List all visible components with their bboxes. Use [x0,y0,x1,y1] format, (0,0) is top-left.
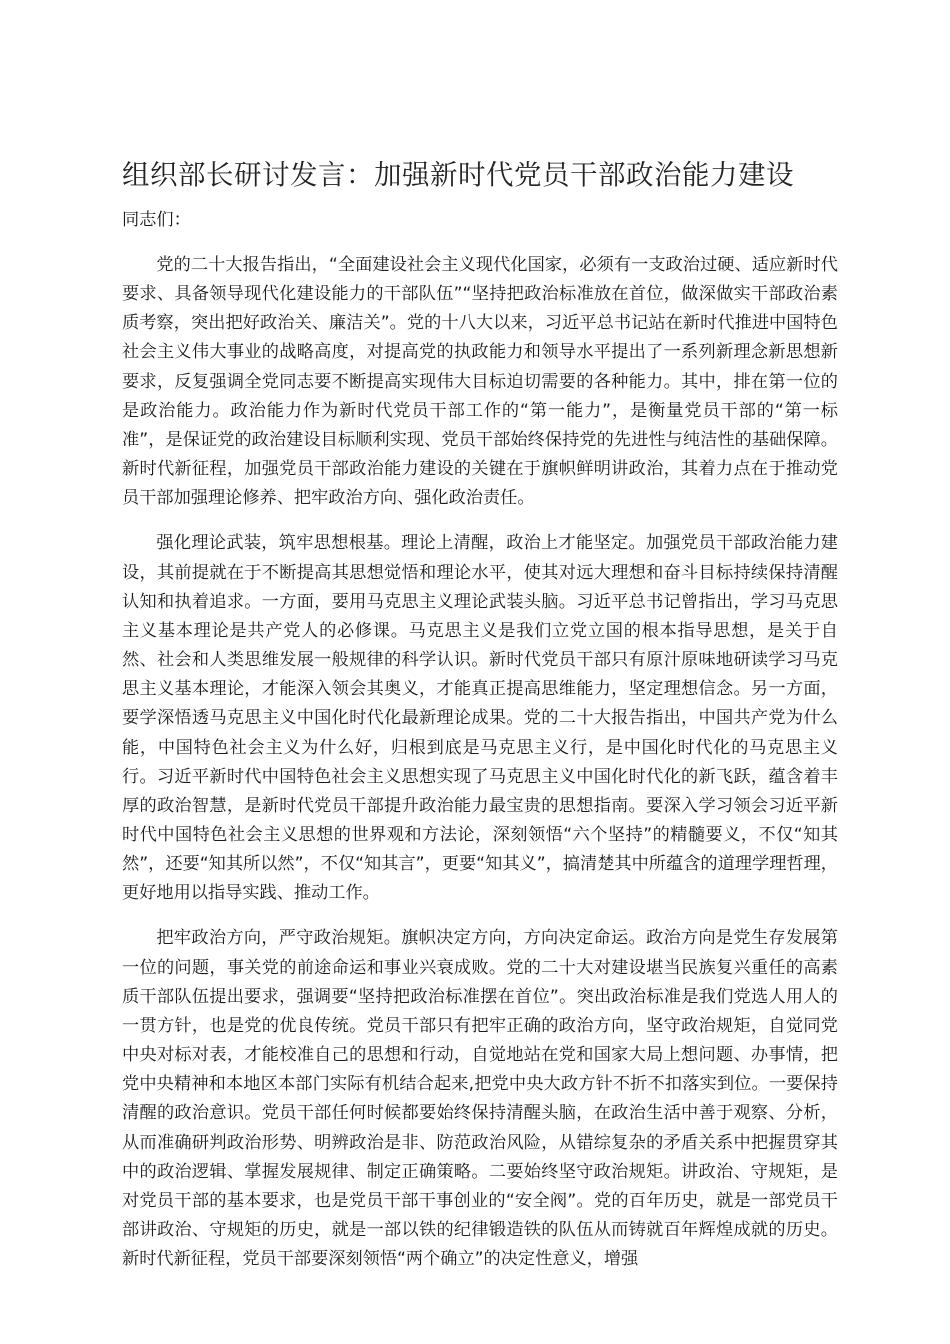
document-title: 组织部长研讨发言：加强新时代党员干部政治能力建设 [122,159,794,191]
paragraph-1: 党的二十大报告指出，“全面建设社会主义现代化国家，必须有一支政治过硬、适应新时代要求、具备领导现代化建设能力的干部队伍”“坚持把政治标准放在首位，做深做实干部政治素质考察，突出把好政治关、廉洁关”。党的十八大以来，习近平总书记站在新时代推进中国特色社会主义伟大事业的战略高度，对提高党的执政能力和领导水平提出了一系列新理念新思想新要求，反复强调全党同志要不断提高实现伟大目标迫切需要的各种能力。其中，排在第一位的是政治能力。政治能力作为新时代党员干部工作的“第一能力”，是衡量党员干部的“第一标准”，是保证党的政治建设目标顺利实现、党员干部始终保持党的先进性与纯洁性的基础保障。新时代新征程，加强党员干部政治能力建设的关键在于旗帜鲜明讲政治，其着力点在于推动党员干部加强理论修养、把牢政治方向、强化政治责任。 [122,255,838,509]
paragraph-2: 强化理论武装，筑牢思想根基。理论上清醒，政治上才能坚定。加强党员干部政治能力建设，其前提就在于不断提高其思想觉悟和理论水平，使其对远大理想和奋斗目标持续保持清醒认知和执着追求。一方面，要用马克思主义理论武装头脑。习近平总书记曾指出，学习马克思主义基本理论是共产党人的必修课。马克思主义是我们立党立国的根本指导思想，是关于自然、社会和人类思维发展一般规律的科学认识。新时代党员干部只有原汁原味地研读学习马克思主义基本理论，才能深入领会其奥义，才能真正提高思维能力，坚定理想信念。另一方面，要学深悟透马克思主义中国化时代化最新理论成果。党的二十大报告指出，中国共产党为什么能，中国特色社会主义为什么好，归根到底是马克思主义行，是中国化时代化的马克思主义行。习近平新时代中国特色社会主义思想实现了马克思主义中国化时代化的新飞跃，蕴含着丰厚的政治智慧，是新时代党员干部提升政治能力最宝贵的思想指南。要深入学习领会习近平新时代中国特色社会主义思想的世界观和方法论，深刻领悟“六个坚持”的精髓要义，不仅“知其然”，还要“知其所以然”，不仅“知其言”，更要“知其义”，搞清楚其中所蕴含的道理学理哲理，更好地用以指导实践、推动工作。 [122,533,838,904]
paragraph-3: 把牢政治方向，严守政治规矩。旗帜决定方向，方向决定命运。政治方向是党生存发展第一位的问题，事关党的前途命运和事业兴衰成败。党的二十大对建设堪当民族复兴重任的高素质干部队伍提出要求，强调要“坚持把政治标准摆在首位”。突出政治标准是我们党选人用人的一贯方针，也是党的优良传统。党员干部只有把牢正确的政治方向，坚守政治规矩，自觉同党中央对标对表，才能校准自己的思想和行动，自觉地站在党和国家大局上想问题、办事情，把党中央精神和本地区本部门实际有机结合起来,把党中央大政方针不折不扣落实到位。一要保持清醒的政治意识。党员干部任何时候都要始终保持清醒头脑，在政治生活中善于观察、分析，从而准确研判政治形势、明辨政治是非、防范政治风险，从错综复杂的矛盾关系中把握贯穿其中的政治逻辑、掌握发展规律、制定正确策略。二要始终坚守政治规矩。讲政治、守规矩，是对党员干部的基本要求，也是党员干部干事创业的“安全阀”。党的百年历史，就是一部党员干部讲政治、守规矩的历史，就是一部以铁的纪律锻造铁的队伍从而铸就百年辉煌成就的历史。新时代新征程，党员干部要深刻领悟“两个确立”的决定性意义，增强 [122,928,838,1270]
salutation: 同志们： [122,210,191,230]
document-page [122,148,838,1290]
